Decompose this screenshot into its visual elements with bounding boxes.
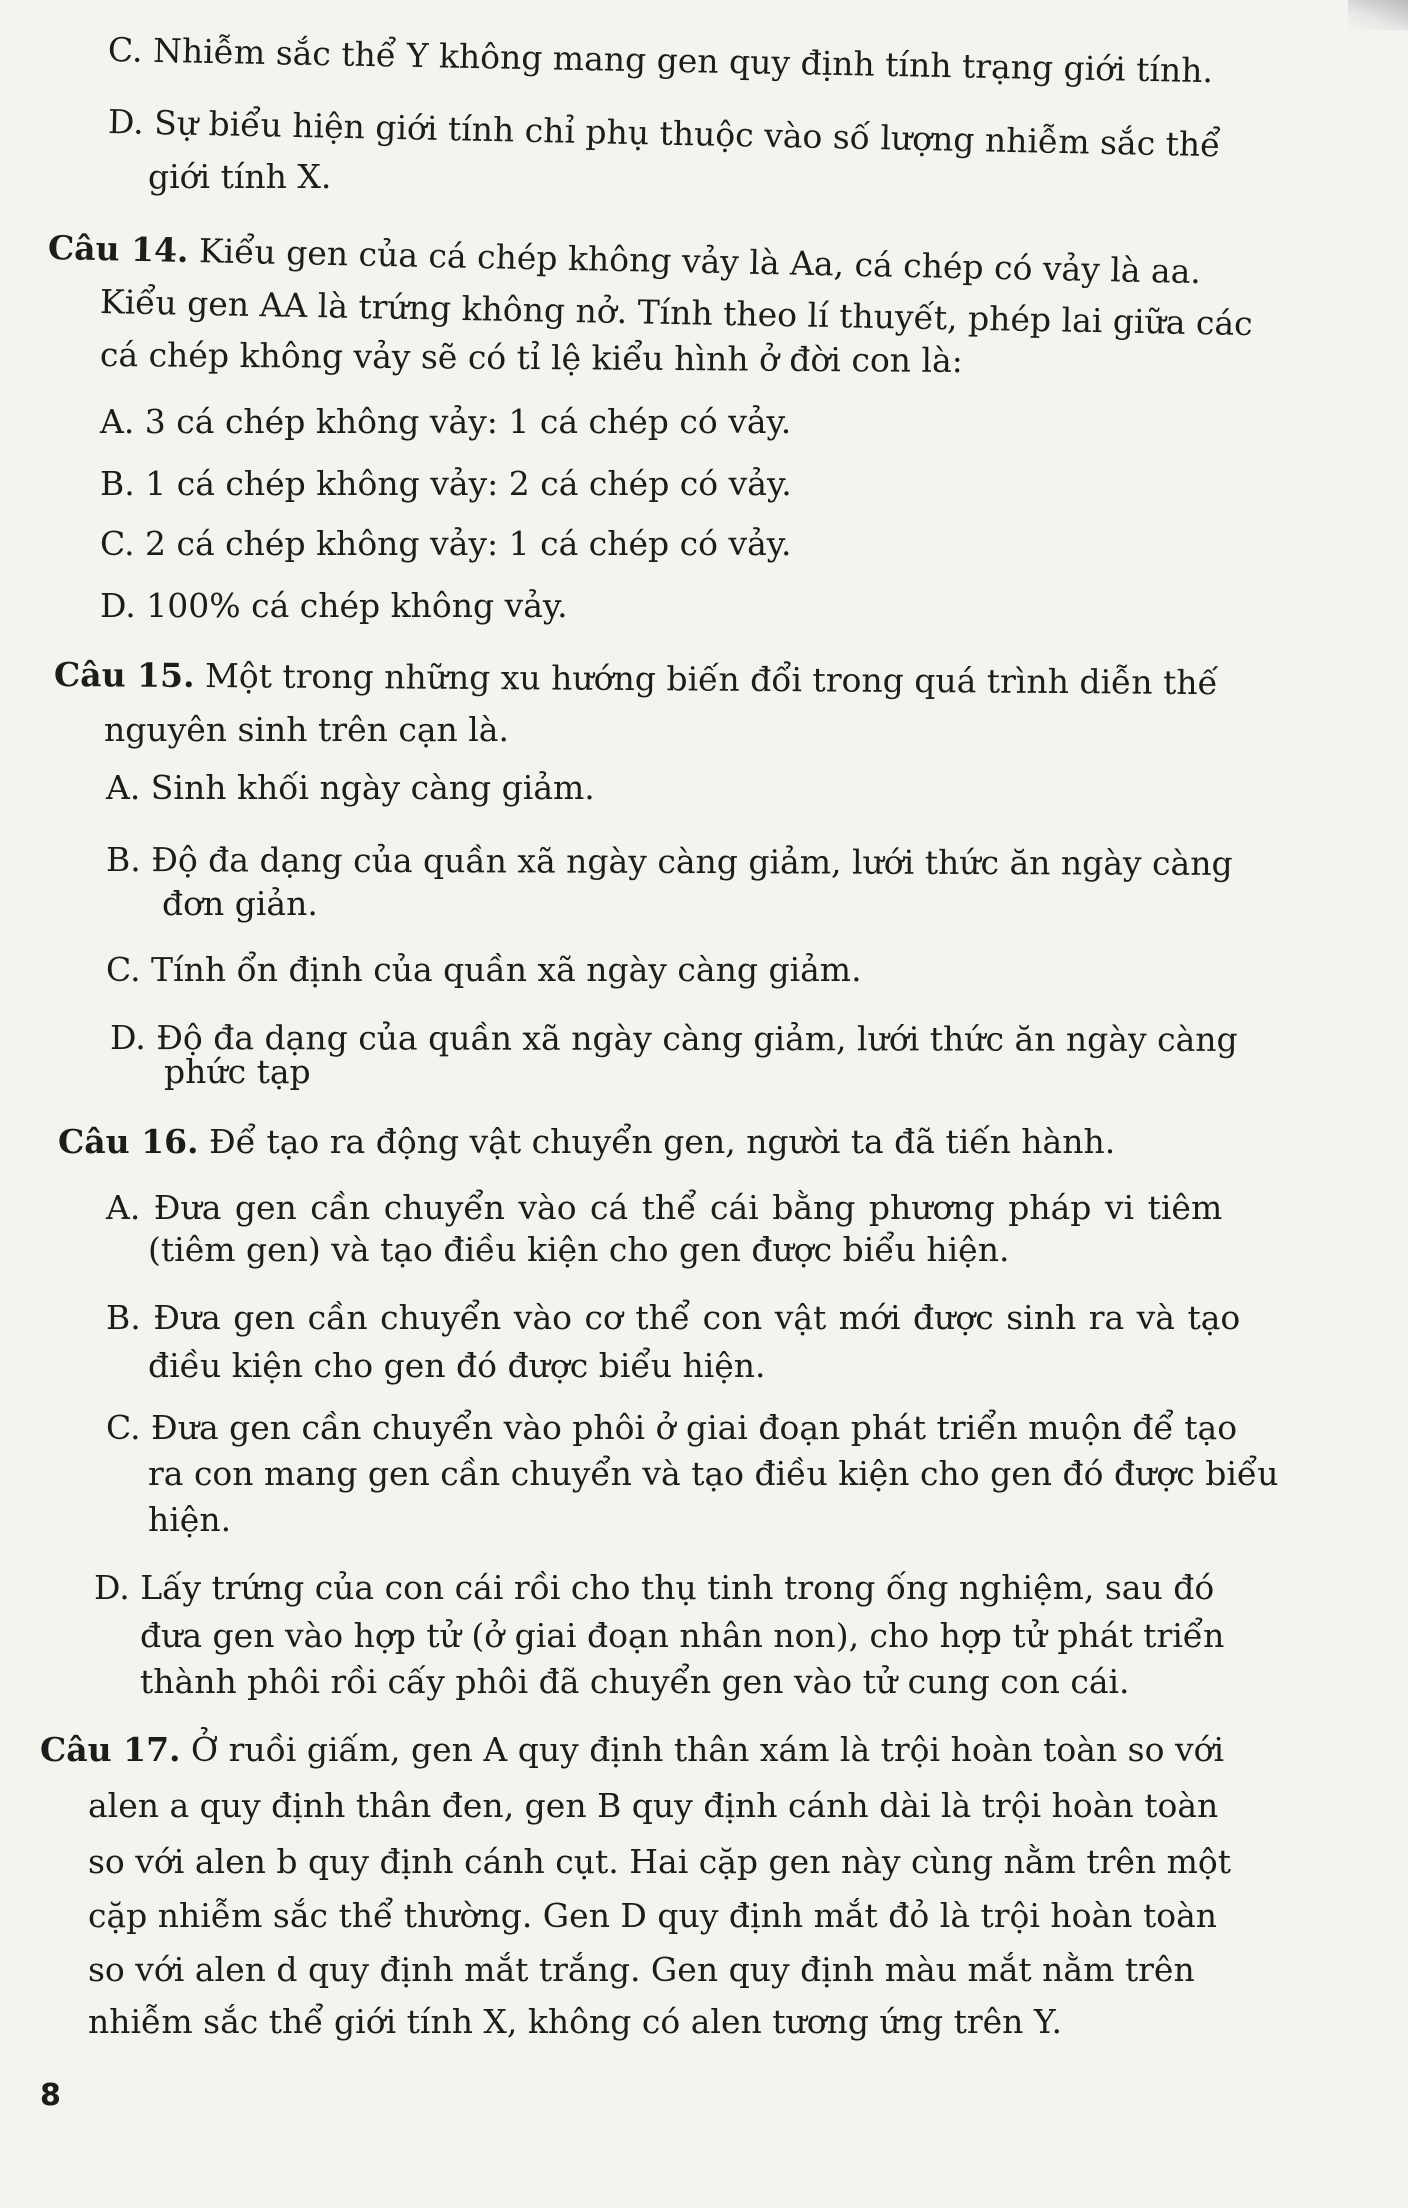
q15-stem-text: Một trong những xu hướng biến đổi trong quá trình diễn thế (194, 655, 1219, 703)
q15-option-a: A. Sinh khối ngày càng giảm. (106, 768, 595, 807)
q16-label: Câu 16. (58, 1122, 199, 1161)
q17-stem-line1 (40, 1728, 1224, 1772)
q16-option-a-line2: (tiêm gen) và tạo điều kiện cho gen được biểu hiện. (148, 1230, 1010, 1269)
q16-option-c-line2: ra con mang gen cần chuyển và tạo điều kiện cho gen đó được biểu (148, 1454, 1279, 1493)
q15-option-b-line1: B. Độ đa dạng của quần xã ngày càng giảm, lưới thức ăn ngày càng (105, 840, 1233, 883)
q16-option-d-line1: D. Lấy trứng của con cái rồi cho thụ tinh trong ống nghiệm, sau đó (94, 1568, 1215, 1607)
q16-option-d-line2: đưa gen vào hợp tử (ở giai đoạn nhân non), cho hợp tử phát triển (140, 1616, 1225, 1655)
page-corner-shadow (1348, 0, 1408, 30)
q15-option-c: C. Tính ổn định của quần xã ngày càng giảm. (106, 950, 862, 989)
q16-stem-line1 (58, 1120, 1115, 1164)
q17-stem-line4: cặp nhiễm sắc thể thường. Gen D quy định mắt đỏ là trội hoàn toàn (88, 1896, 1218, 1935)
q15-stem-line2: nguyên sinh trên cạn là. (104, 710, 509, 749)
q17-stem-line2: alen a quy định thân đen, gen B quy định cánh dài là trội hoàn toàn (88, 1786, 1219, 1825)
q16-option-c-line3: hiện. (148, 1500, 232, 1539)
q14-label: Câu 14. (47, 228, 189, 270)
q14-option-d: D. 100% cá chép không vảy. (100, 586, 568, 625)
q16-option-a-line1: A. Đưa gen cần chuyển vào cá thể cái bằng phương pháp vi tiêm (106, 1188, 1223, 1227)
q17-stem-text: Ở ruồi giấm, gen A quy định thân xám là trội hoàn toàn so với (180, 1730, 1225, 1769)
q15-option-b-line2: đơn giản. (162, 884, 318, 923)
q13-option-c: C. Nhiễm sắc thể Y không mang gen quy định tính trạng giới tính. (107, 30, 1214, 91)
q17-stem-line3: so với alen b quy định cánh cụt. Hai cặp gen này cùng nằm trên một (88, 1842, 1232, 1881)
q16-stem-text: Để tạo ra động vật chuyển gen, người ta đã tiến hành. (198, 1122, 1116, 1161)
q13-option-d-line2: giới tính X. (148, 157, 332, 196)
q14-stem-text: Kiểu gen của cá chép không vảy là Aa, cá chép có vảy là aa. (188, 230, 1202, 292)
q16-option-b-line1: B. Đưa gen cần chuyển vào cơ thể con vật mới được sinh ra và tạo (106, 1298, 1241, 1337)
q15-stem-line1 (54, 653, 1218, 705)
q13-option-d-line1: D. Sự biểu hiện giới tính chỉ phụ thuộc vào số lượng nhiễm sắc thể (107, 102, 1221, 165)
q15-option-d-line2: phức tạp (164, 1052, 311, 1091)
q15-label: Câu 15. (53, 655, 195, 695)
q14-stem-line2: Kiểu gen AA là trứng không nở. Tính theo lí thuyết, phép lai giữa các (99, 282, 1253, 344)
q17-stem-line5: so với alen d quy định mắt trắng. Gen quy định màu mắt nằm trên (88, 1950, 1195, 1989)
page-number: 8 (40, 2078, 61, 2113)
q14-stem-line3: cá chép không vảy sẽ có tỉ lệ kiểu hình ở đời con là: (99, 335, 963, 381)
q14-option-c: C. 2 cá chép không vảy: 1 cá chép có vảy. (100, 524, 792, 563)
q17-label: Câu 17. (40, 1730, 181, 1769)
q15-option-d-line1: D. Độ đa dạng của quần xã ngày càng giảm, lưới thức ăn ngày càng (109, 1018, 1238, 1059)
q16-option-c-line1: C. Đưa gen cần chuyển vào phôi ở giai đoạn phát triển muộn để tạo (106, 1408, 1238, 1447)
q16-option-b-line2: điều kiện cho gen đó được biểu hiện. (148, 1346, 766, 1385)
q14-option-b: B. 1 cá chép không vảy: 2 cá chép có vảy. (100, 464, 792, 503)
q14-option-a: A. 3 cá chép không vảy: 1 cá chép có vảy. (100, 402, 792, 441)
q17-stem-line6: nhiễm sắc thể giới tính X, không có alen tương ứng trên Y. (88, 2002, 1062, 2041)
q16-option-d-line3: thành phôi rồi cấy phôi đã chuyển gen vào tử cung con cái. (140, 1662, 1130, 1701)
